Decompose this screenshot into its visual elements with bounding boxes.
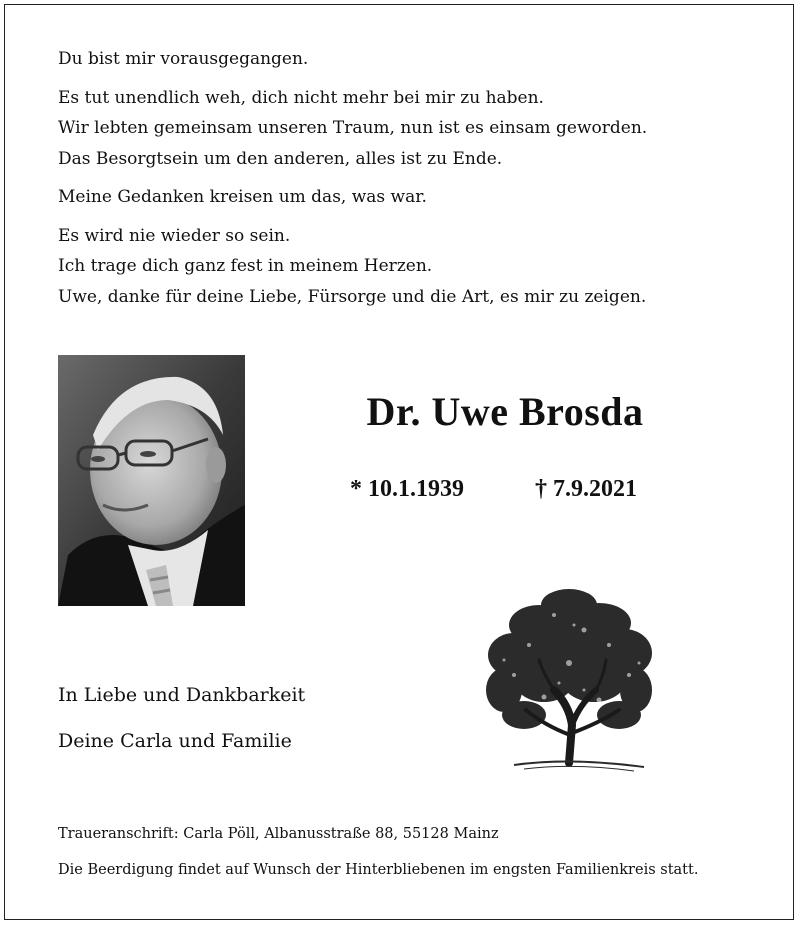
poem-line: Uwe, danke für deine Liebe, Fürsorge und die Art, es mir zu zeigen. (58, 286, 647, 307)
tree-icon (484, 585, 654, 775)
poem-line: Es wird nie wieder so sein. (58, 225, 291, 246)
poem-line: Ich trage dich ganz fest in meinem Herzen. (58, 256, 433, 276)
death-date: † 7.9.2021 (535, 476, 637, 502)
poem-line: Meine Gedanken kreisen um das, was war. (58, 187, 427, 207)
poem-line: Es tut unendlich weh, dich nicht mehr bei mir zu haben. (58, 87, 544, 108)
mourning-address: Traueranschrift: Carla Pöll, Albanusstraße 88, 55128 Mainz (58, 826, 499, 842)
poem-line: Das Besorgtsein um den anderen, alles ist zu Ende. (58, 148, 503, 169)
signature-line: Deine Carla und Familie (58, 730, 292, 752)
poem-stanza (58, 221, 647, 313)
birth-date: * 10.1.1939 (350, 476, 464, 502)
poem-stanza (58, 44, 647, 75)
poem-line: Wir lebten gemeinsam unseren Traum, nun ist es einsam geworden. (58, 118, 648, 138)
poem-stanza (58, 83, 647, 175)
poem (58, 44, 647, 320)
poem-stanza (58, 182, 647, 213)
portrait-photo (58, 355, 245, 606)
poem-line: Du bist mir vorausgegangen. (58, 49, 309, 69)
deceased-name: Dr. Uwe Brosda (366, 389, 644, 434)
funeral-note: Die Beerdigung findet auf Wunsch der Hinterbliebenen im engsten Familienkreis statt. (58, 862, 699, 878)
closing-line: In Liebe und Dankbarkeit (58, 684, 306, 706)
